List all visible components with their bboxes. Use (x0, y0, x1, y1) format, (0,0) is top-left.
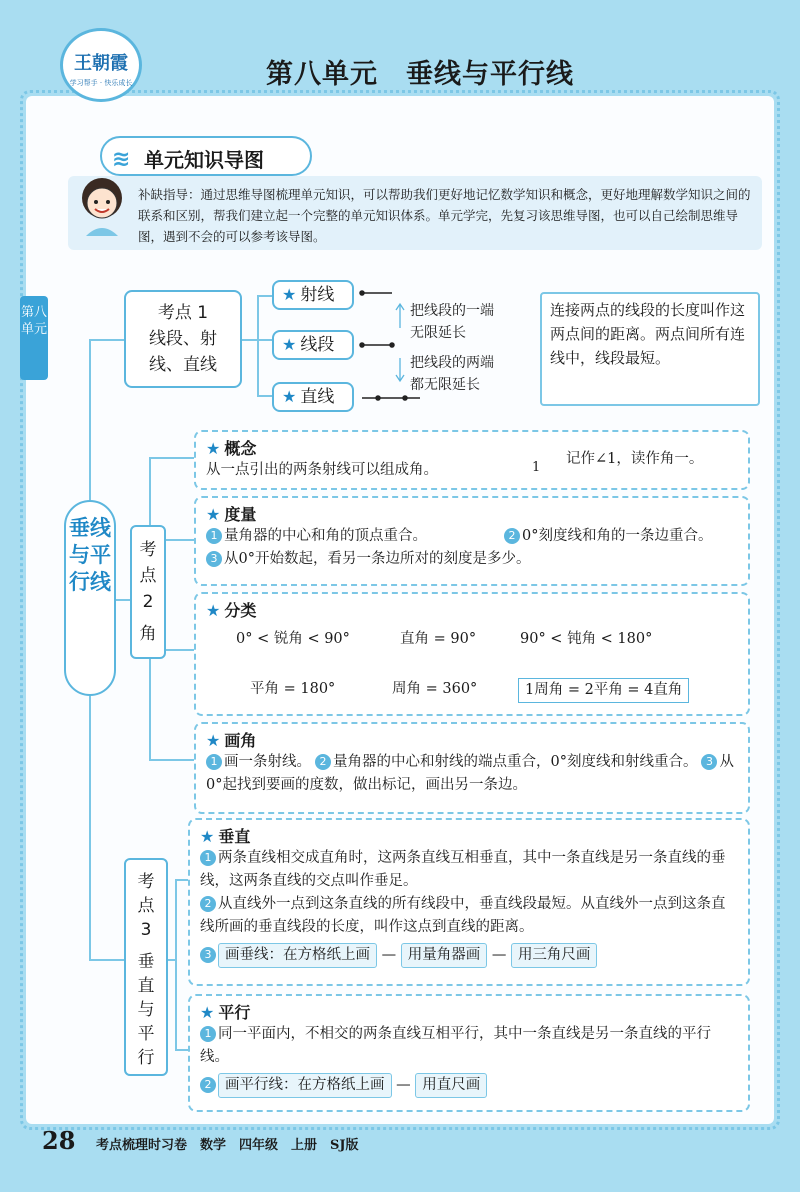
perp-methods-group (218, 943, 377, 968)
measure-step-1: 量角器的中心和角的顶点重合。 (224, 528, 427, 544)
perp-method-2: 用量角器画 (401, 943, 488, 968)
perp-method-label: 画垂线： (225, 947, 283, 963)
kp1-item-ray-label: 射线 (300, 285, 335, 305)
draw-step-2: 量角器的中心和射线的端点重合，0°刻度线和射线重合。 (333, 754, 698, 770)
step-1-badge: 1 (200, 1026, 216, 1042)
step-2-badge: 2 (315, 754, 331, 770)
star-icon: ★ (206, 601, 221, 620)
kp3-topic: 垂直与平行 (137, 952, 155, 1068)
kp1-note-down-1: 把线段的两端 (410, 355, 494, 371)
measure-step-3: 从0°开始数起，看另一条边所对的刻度是多少。 (224, 551, 531, 567)
obtuse-angle-text: 90° < 钝角 < 180° (520, 631, 653, 647)
classify-heading: 分类 (224, 601, 257, 620)
step-2-badge: 2 (200, 1077, 216, 1093)
angle-label: 1 (532, 460, 541, 475)
perpendicular-box: ★ 垂直 1 两条直线相交成直角时，这两条直线互相垂直，其中一条直线是另一条直线的垂线，这两条直线的交点叫作垂足。 2 从直线外一点到这条直线的所有线段中，垂直线段最短。从直线外一点到这条直线所画的垂直线段的长度，叫作这点到直线的距离。 3 画垂线：在方格纸上画 — 用量角器画 — 用三角尺画 (188, 818, 750, 986)
page-title: 第八单元 垂线与平行线 (266, 59, 574, 90)
kp2-title: 考点2 (139, 540, 157, 612)
star-icon: ★ (200, 1003, 215, 1022)
perp-method-1: 在方格纸上画 (283, 947, 370, 963)
star-icon: ★ (282, 335, 297, 354)
kp1-note-up-2: 无限延长 (410, 325, 466, 341)
measure-step-2: 0°刻度线和角的一条边重合。 (522, 528, 713, 544)
step-3-badge: 3 (200, 947, 216, 963)
full-angle-text: 周角 = 360° (392, 681, 478, 697)
star-icon: ★ (206, 439, 221, 458)
star-icon: ★ (282, 387, 297, 406)
kp1-sub2: 线、直线 (149, 355, 217, 375)
concept-text: 从一点引出的两条射线可以组成角。 (206, 462, 438, 478)
measure-heading: 度量 (224, 505, 257, 524)
parallel-method-2: 用直尺画 (415, 1073, 487, 1098)
kp1-item-line-label: 直线 (300, 387, 335, 407)
acute-angle-text: 0° < 锐角 < 90° (236, 631, 350, 647)
kp1-item-segment-label: 线段 (300, 335, 335, 355)
right-angle-text: 直角 = 90° (400, 631, 477, 647)
step-2-badge: 2 (504, 528, 520, 544)
footer-text: 考点梳理时习卷 数学 四年级 上册 SJ版 (96, 1138, 359, 1153)
step-1-badge: 1 (206, 754, 222, 770)
kp3-title: 考点3 (137, 872, 155, 940)
straight-angle-text: 平角 = 180° (250, 681, 336, 697)
draw-angle-box (194, 722, 750, 814)
logo-subtext: 学习帮手 · 快乐成长 (69, 79, 133, 87)
parallel-method-1: 在方格纸上画 (297, 1077, 385, 1093)
draw-heading: 画角 (224, 731, 257, 750)
kp1-sub1: 线段、射 (149, 329, 217, 349)
angle-relation: 1周角 = 2平角 = 4直角 (518, 678, 689, 703)
draw-step-3: 从0°起找到要画的度数，做出标记，画出另一条边。 (206, 754, 734, 793)
star-icon: ★ (200, 827, 215, 846)
kp1-definition: 连接两点的线段的长度叫作这两点间的距离。两点间所有连线中，线段最短。 (540, 292, 760, 406)
step-1-badge: 1 (200, 850, 216, 866)
concept-heading: 概念 (224, 439, 257, 458)
main-topic (64, 500, 116, 696)
kp3-node (124, 858, 168, 1076)
kp1-item-segment (272, 330, 354, 360)
kp1-note-up (410, 300, 530, 344)
star-icon: ★ (206, 505, 221, 524)
perp-para-2: 从直线外一点到这条直线的所有线段中，垂直线段最短。从直线外一点到这条直线所画的垂直线段的长度，叫作这点到直线的距离。 (200, 896, 726, 935)
section-title: 单元知识导图 (144, 148, 264, 172)
parallel-method-label: 画平行线： (225, 1077, 298, 1093)
step-2-badge: 2 (200, 896, 216, 912)
unit-side-tab: 第八单元 (20, 296, 48, 380)
step-3-badge: 3 (206, 551, 222, 567)
step-3-badge: 3 (701, 754, 717, 770)
kp1-note-down-2: 都无限延长 (410, 377, 480, 393)
kp2-topic: 角 (139, 624, 157, 644)
kp1-item-ray (272, 280, 354, 310)
measure-box (194, 496, 750, 586)
perp-method-3: 用三角尺画 (511, 943, 598, 968)
parallel-heading: 平行 (218, 1003, 251, 1022)
page-footer (42, 1126, 742, 1156)
perp-heading: 垂直 (218, 827, 251, 846)
wave-icon: ≋ (112, 147, 131, 172)
parallel-box: ★ 平行 1 同一平面内，不相交的两条直线互相平行，其中一条直线是另一条直线的平行线。 2 画平行线：在方格纸上画 — 用直尺画 (188, 994, 750, 1112)
kp1-title: 考点 1 (157, 303, 209, 323)
kp1-note-down (410, 352, 530, 396)
kp1-node (124, 290, 242, 388)
parallel-para-1: 同一平面内，不相交的两条直线互相平行，其中一条直线是另一条直线的平行线。 (200, 1026, 711, 1065)
star-icon: ★ (206, 731, 221, 750)
page-number: 28 (42, 1126, 76, 1155)
kp1-item-line (272, 382, 354, 412)
step-1-badge: 1 (206, 528, 222, 544)
parallel-methods-group (218, 1073, 392, 1098)
star-icon: ★ (282, 285, 297, 304)
intro-text: 补缺指导：通过思维导图梳理单元知识，可以帮助我们更好地记忆数学知识和概念，更好地理解数学知识之间的联系和区别，帮我们建立起一个完整的单元知识体系。单元学完，先复习该思维导图，也可以自己绘制思维导图，遇到不会的可以参考该导图。 (138, 187, 751, 244)
kp2-node (130, 525, 166, 659)
concept-note: 记作∠1，读作角一。 (566, 451, 704, 467)
kp1-note-up-1: 把线段的一端 (410, 303, 494, 319)
perp-para-1: 两条直线相交成直角时，这两条直线互相垂直，其中一条直线是另一条直线的垂线，这两条直线的交点叫作垂足。 (200, 850, 726, 889)
main-topic-label: 垂线与平行线 (69, 516, 111, 594)
draw-step-1: 画一条射线。 (224, 754, 311, 770)
logo-text: 王朝霞 (74, 53, 128, 74)
